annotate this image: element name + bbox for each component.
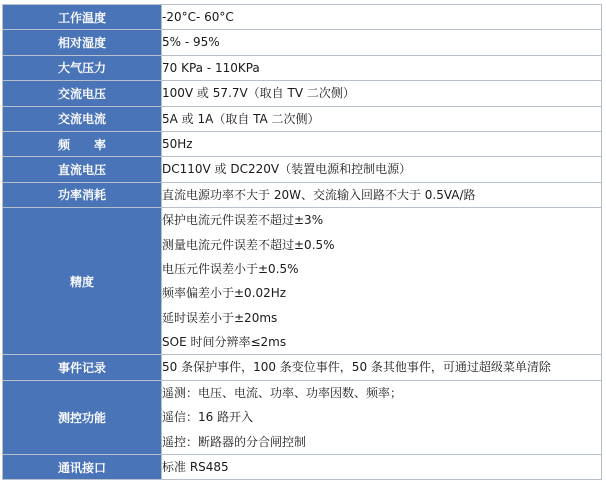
row-value <box>162 182 602 207</box>
table-row <box>3 455 602 480</box>
row-label: 频 率 <box>3 131 162 156</box>
value-line: 5A 或 1A（取自 TA 二次侧） <box>162 111 320 126</box>
table-row <box>3 208 602 355</box>
value-line: 延时误差小于±20ms <box>162 310 278 325</box>
value-line: 100V 或 57.7V（取自 TV 二次侧） <box>162 86 355 101</box>
value-line: 5% - 95% <box>162 35 220 50</box>
row-value <box>162 455 602 480</box>
value-line: 标准 RS485 <box>162 460 229 475</box>
row-value <box>162 55 602 80</box>
table-row <box>3 55 602 80</box>
value-line: 保护电流元件误差不超过±3% <box>162 213 324 228</box>
value-line: SOE 时间分辨率≤2ms <box>162 335 287 350</box>
row-label: 交流电流 <box>3 106 162 131</box>
row-label: 精度 <box>3 208 162 355</box>
value-line: 频率偏差小于±0.02Hz <box>162 286 287 301</box>
row-value <box>162 81 602 106</box>
spec-table <box>2 4 602 480</box>
row-value <box>162 380 602 454</box>
value-line: -20°C- 60°C <box>162 10 234 24</box>
row-value <box>162 106 602 131</box>
value-line: 电压元件误差小于±0.5% <box>162 261 299 276</box>
value-line: 50Hz <box>162 136 193 151</box>
row-label: 工作温度 <box>3 5 162 30</box>
row-label: 相对湿度 <box>3 30 162 55</box>
value-line: 50 条保护事件，100 条变位事件，50 条其他事件，可通过超级菜单清除 <box>162 360 551 375</box>
row-label: 事件记录 <box>3 355 162 380</box>
row-label: 测控功能 <box>3 380 162 454</box>
value-line: 遥控：断路器的分合闸控制 <box>162 434 307 449</box>
row-value <box>162 208 602 355</box>
table-row <box>3 5 602 30</box>
row-value <box>162 355 602 380</box>
value-line: 70 KPa - 110KPa <box>162 60 260 75</box>
table-row <box>3 131 602 156</box>
row-label: 通讯接口 <box>3 455 162 480</box>
value-line: 直流电源功率不大于 20W、交流输入回路不大于 0.5VA/路 <box>162 187 476 202</box>
row-value <box>162 30 602 55</box>
row-label: 大气压力 <box>3 55 162 80</box>
table-row <box>3 355 602 380</box>
table-row <box>3 30 602 55</box>
row-label: 直流电压 <box>3 157 162 182</box>
row-value <box>162 131 602 156</box>
table-row <box>3 157 602 182</box>
table-row <box>3 182 602 207</box>
row-label: 功率消耗 <box>3 182 162 207</box>
table-row <box>3 81 602 106</box>
row-value <box>162 157 602 182</box>
table-row <box>3 106 602 131</box>
value-line: 遥信：16 路开入 <box>162 410 254 425</box>
value-line: 测量电流元件误差不超过±0.5% <box>162 237 335 252</box>
row-label: 交流电压 <box>3 81 162 106</box>
table-row <box>3 380 602 454</box>
value-line: 遥测：电压、电流、功率、功率因数、频率； <box>162 385 403 400</box>
value-line: DC110V 或 DC220V（装置电源和控制电源） <box>162 162 412 177</box>
row-value <box>162 5 602 30</box>
